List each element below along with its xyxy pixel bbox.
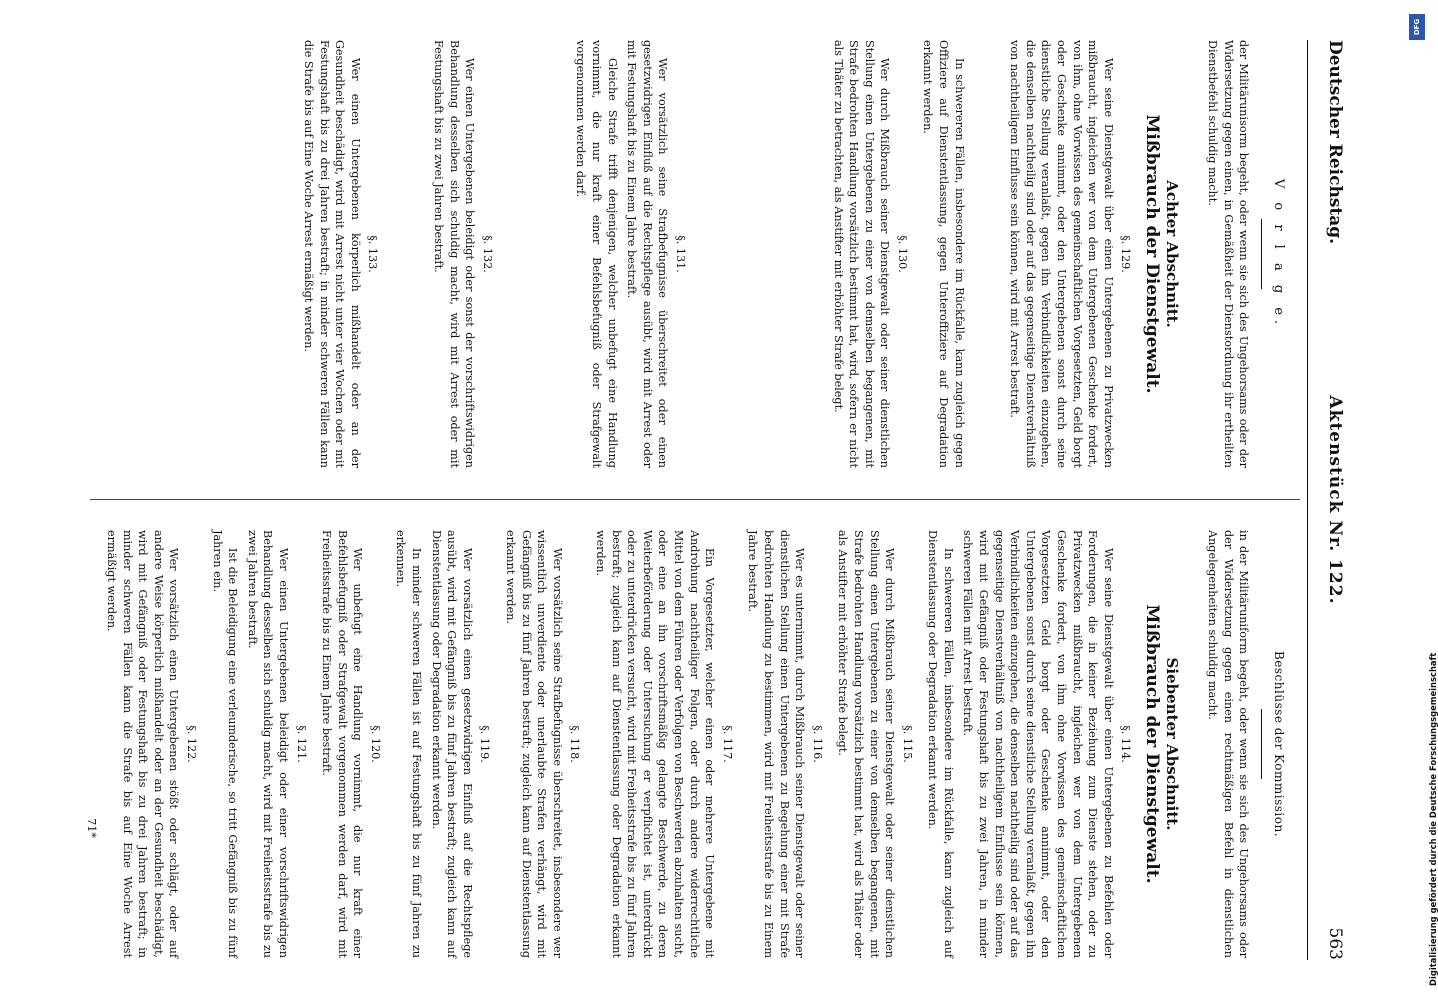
paragraph-number: §. 120. <box>368 725 382 763</box>
paragraph-text: In minder schweren Fällen ist auf Festungshaft bis zu fünf Jahren zu erkennen. <box>394 530 424 958</box>
paragraph-text: Gleiche Strafe trifft denjenigen, welcher unbefugt eine Handlung vornimmt, die nur kraft einer Befehlsbefugniß oder Strafgewalt vorgenommen werden darf. <box>574 40 619 468</box>
left-section-heading: Achter Abschnitt. <box>1162 180 1181 328</box>
paragraph-text: Wer es unternimmt, durch Mißbrauch seiner Dienstgewalt oder seiner dienstlichen Stellung einen Untergebenen zu Begehung einer mit Strafe bedrohten Handlung zu bestimmen, wird mit Freiheitsstrafe bis zu Einem Jahre bestraft. <box>746 530 807 958</box>
column-divider <box>90 499 1300 500</box>
title-rule <box>1261 709 1262 779</box>
paragraph-number: §. 119. <box>478 725 492 763</box>
paragraph-text: Wer seine Dienstgewalt über einen Untergebenen zu Privatzwecken mißbraucht, ingleichen wer von dem Untergebenen Geschenke fordert, von ihm, ohne Vorwissen des gemeinschaftlichen Vorgesetzten, Geld borgt oder Geschenke annimmt, oder den Untergebenen sonst durch seine dienstliche Stellung veranlaßt, gegen ihn Verbindlichkeiten einzugehen, die denselben nachtheilig sind oder auf das gegenseitige Dienstverhältniß von nachtheiligem Einflusse sein können, wird mit Arrest bestraft. <box>1008 40 1115 468</box>
header-center: Aktenstück Nr. 122. <box>1325 395 1345 605</box>
paragraph-number: §. 130. <box>895 235 909 273</box>
paragraph-text: Ist die Beleidigung eine verleumderische, so tritt Gefängniß bis zu fünf Jahren ein. <box>210 530 240 958</box>
right-column <box>84 530 1294 958</box>
paragraph-number: §. 129. <box>1119 235 1133 273</box>
paragraph-text: Wer durch Mißbrauch seiner Dienstgewalt oder seiner dienstlichen Stellung einen Untergebenen zu einer von demselben begangenen, mit Strafe bedrohten Handlung vorsätzlich bestimmt hat, wird, sofern er nicht als Thäter zu betrachten, als Anstifter mit erhöhter Strafe belegt. <box>831 40 892 468</box>
running-head <box>1314 40 1350 960</box>
right-section-heading: Siebenter Abschnitt. <box>1162 657 1181 831</box>
paragraph-text: Wer vorsätzlich einen Untergebenen stößt oder schlägt, oder auf andere Weise körperlich mißhandelt oder an der Gesundheit beschädigt, wird mit Gefängniß oder Festungshaft bis zu drei Jahren bestraft; in minder schweren Fällen kann die Strafe bis auf Eine Woche Arrest ermäßigt werden. <box>105 530 181 958</box>
paragraph-text: Wer unbefugt eine Handlung vornimmt, die nur kraft einer Befehlsbefugniß oder Strafgewalt vorgenommen werden darf, wird mit Freiheitsstrafe bis zu Einem Jahre bestraft. <box>320 530 365 958</box>
paragraph-number: §. 116. <box>810 725 824 763</box>
paragraph-number: §. 118. <box>568 725 582 763</box>
left-column-title: V o r l a g e. <box>1271 178 1286 330</box>
paragraph-text: Wer einen Untergebenen körperlich mißhandelt oder an der Gesundheit beschädigt, wird mit Arrest nicht unter vier Wochen oder mit Festungshaft bis zu drei Jahren bestraft; in minder schweren Fällen kann die Strafe bis auf Eine Woche Arrest ermäßigt werden. <box>302 40 362 468</box>
paragraph-text: In schwereren Fällen, insbesondere im Rückfalle, kann zugleich auf Dienstentlassung oder Degradation erkannt werden. <box>926 530 955 958</box>
paragraph-number: §. 114. <box>1119 725 1133 763</box>
digitization-note-text: Digitalisierung gefördert durch die Deutsche Forschungsgemeinschaft <box>1428 652 1438 986</box>
left-column <box>296 40 1294 468</box>
paragraph-number: §. 131. <box>673 235 687 273</box>
signature-mark: 71* <box>85 818 99 838</box>
right-section-subheading: Mißbrauch der Dienstgewalt. <box>1142 604 1163 884</box>
dfg-logo-text: DFG <box>1413 18 1421 36</box>
paragraph-text: Wer einen Untergebenen beleidigt oder sonst der vorschriftswidrigen Behandlung desselben sich schuldig macht, wird mit Arrest oder mit Festungshaft bis zu zwei Jahren bestraft. <box>432 40 477 468</box>
paragraph-number: §. 122. <box>184 725 198 763</box>
dfg-logo <box>1409 14 1425 40</box>
paragraph-number: §. 133. <box>366 235 380 273</box>
digitization-note <box>1404 14 1438 986</box>
paragraph-number: §. 121. <box>294 725 308 763</box>
page-number: 563 <box>1325 927 1345 960</box>
paragraph-text: Wer vorsätzlich seine Strafbefugnisse überschreitet oder einen gesetzwidrigen Einfluß auf die Rechtspflege ausübt, wird mit Arrest oder mit Festungshaft bis zu Einem Jahre bestraft. <box>625 40 670 468</box>
rotated-page <box>40 0 1390 1000</box>
left-continuation: der Militärunisorm begeht, oder wenn sie sich des Ungehorsams oder der Widersetzung gegen einen, in Gemäßheit der Dienstordnung ihr ertheilten Dienstbefehl schuldig macht. <box>1206 40 1251 468</box>
paragraph-text: Wer vorsätzlich einen gesetzwidrigen Einfluß auf die Rechtspflege ausübt, wird mit Gefängniß bis zu fünf Jahren bestraft; zugleich kann auf Dienstentlassung oder Degradation erkannt werden. <box>429 530 474 958</box>
paragraph-number: §. 132. <box>480 235 494 273</box>
right-column-title: Beschlüsse der Kommission. <box>1272 650 1286 838</box>
title-rule <box>1261 219 1262 289</box>
paragraph-text: Wer einen Untergebenen beleidigt oder einer vorschriftswidrigen Behandlung desselben sich schuldig macht, wird mit Freiheitsstrafe bis zu zwei Jahren bestraft. <box>245 530 290 958</box>
paragraph-text: Wer durch Mißbrauch seiner Dienstgewalt oder seiner dienstlichen Stellung einen Untergebenen zu einer von demselben begangenen, mit Strafe bedrohten Handlung vorsätzlich bestimmt hat, wird als Thäter oder als Anstifter mit erhöhter Strafe belegt. <box>836 530 897 958</box>
paragraph-text: In schwereren Fällen, insbesondere im Rückfalle, kann zugleich gegen Offiziere auf Dienstentlassung, gegen Unteroffiziere auf Degradation erkannt werden. <box>921 40 966 468</box>
left-section-subheading: Mißbrauch der Dienstgewalt. <box>1142 114 1163 394</box>
paragraph-number: §. 117. <box>720 725 734 763</box>
header-rule <box>1307 40 1308 960</box>
right-continuation: in der Militäruniform begeht, oder wenn sie sich des Ungehorsams oder der Widersetzung gegen einen rechtmäßigen Befehl in dienstlichen Angelegenheiten schuldig macht. <box>1206 530 1251 958</box>
header-left: Deutscher Reichstag. <box>1325 40 1345 245</box>
paragraph-text: Wer seine Dienstgewalt über einen Untergebenen zu Befehlen oder Forderungen, die in keiner Beziehung zum Dienste stehen, oder zu Privatzwecken mißbraucht, ingleichen wer von dem Untergebenen Geschenke fordert, von ihm ohne Vorwissen des gemeinschaftlichen Vorgesetzten Geld borgt oder Geschenke annimmt, oder den Untergebenen sonst durch seine dienstliche Stellung veranlaßt, gegen ihn Verbindlichkeiten einzugehen, die denselben nachtheilig sind oder auf das gegenseitige Dienstverhältniß von nachtheiligem Einflusse sein können, wird mit Gefängniß oder Festungshaft bis zu zwei Jahren, in minder schweren Fällen mit Arrest bestraft. <box>961 530 1115 958</box>
paragraph-text: Wer vorsätzlich seine Strafbefugnisse überschreitet, insbesondere wer wissentlich unverdiente oder unerlaubte Strafen verhängt, wird mit Gefängniß bis zu fünf Jahren bestraft; zugleich kann auf Dienstentlassung erkannt werden. <box>504 530 564 958</box>
paragraph-number: §. 115. <box>900 725 914 763</box>
paragraph-text: Ein Vorgesetzter, welcher einen oder mehrere Untergebene mit Androhung nachtheiliger Folgen, oder durch andere widerrechtliche Mittel von dem Führen oder Verfolgen von Beschwerden abzuhalten sucht, oder eine an ihn vorschriftsmäßig gelangte Beschwerde, zu deren Weiterbeförderung oder Untersuchung er verpflichtet ist, unterdrückt oder zu unterdrücken versucht, wird mit Freiheitsstrafe bis zu fünf Jahren bestraft; zugleich kann auf Dienstentlassung oder Degradation erkannt werden. <box>594 530 717 958</box>
